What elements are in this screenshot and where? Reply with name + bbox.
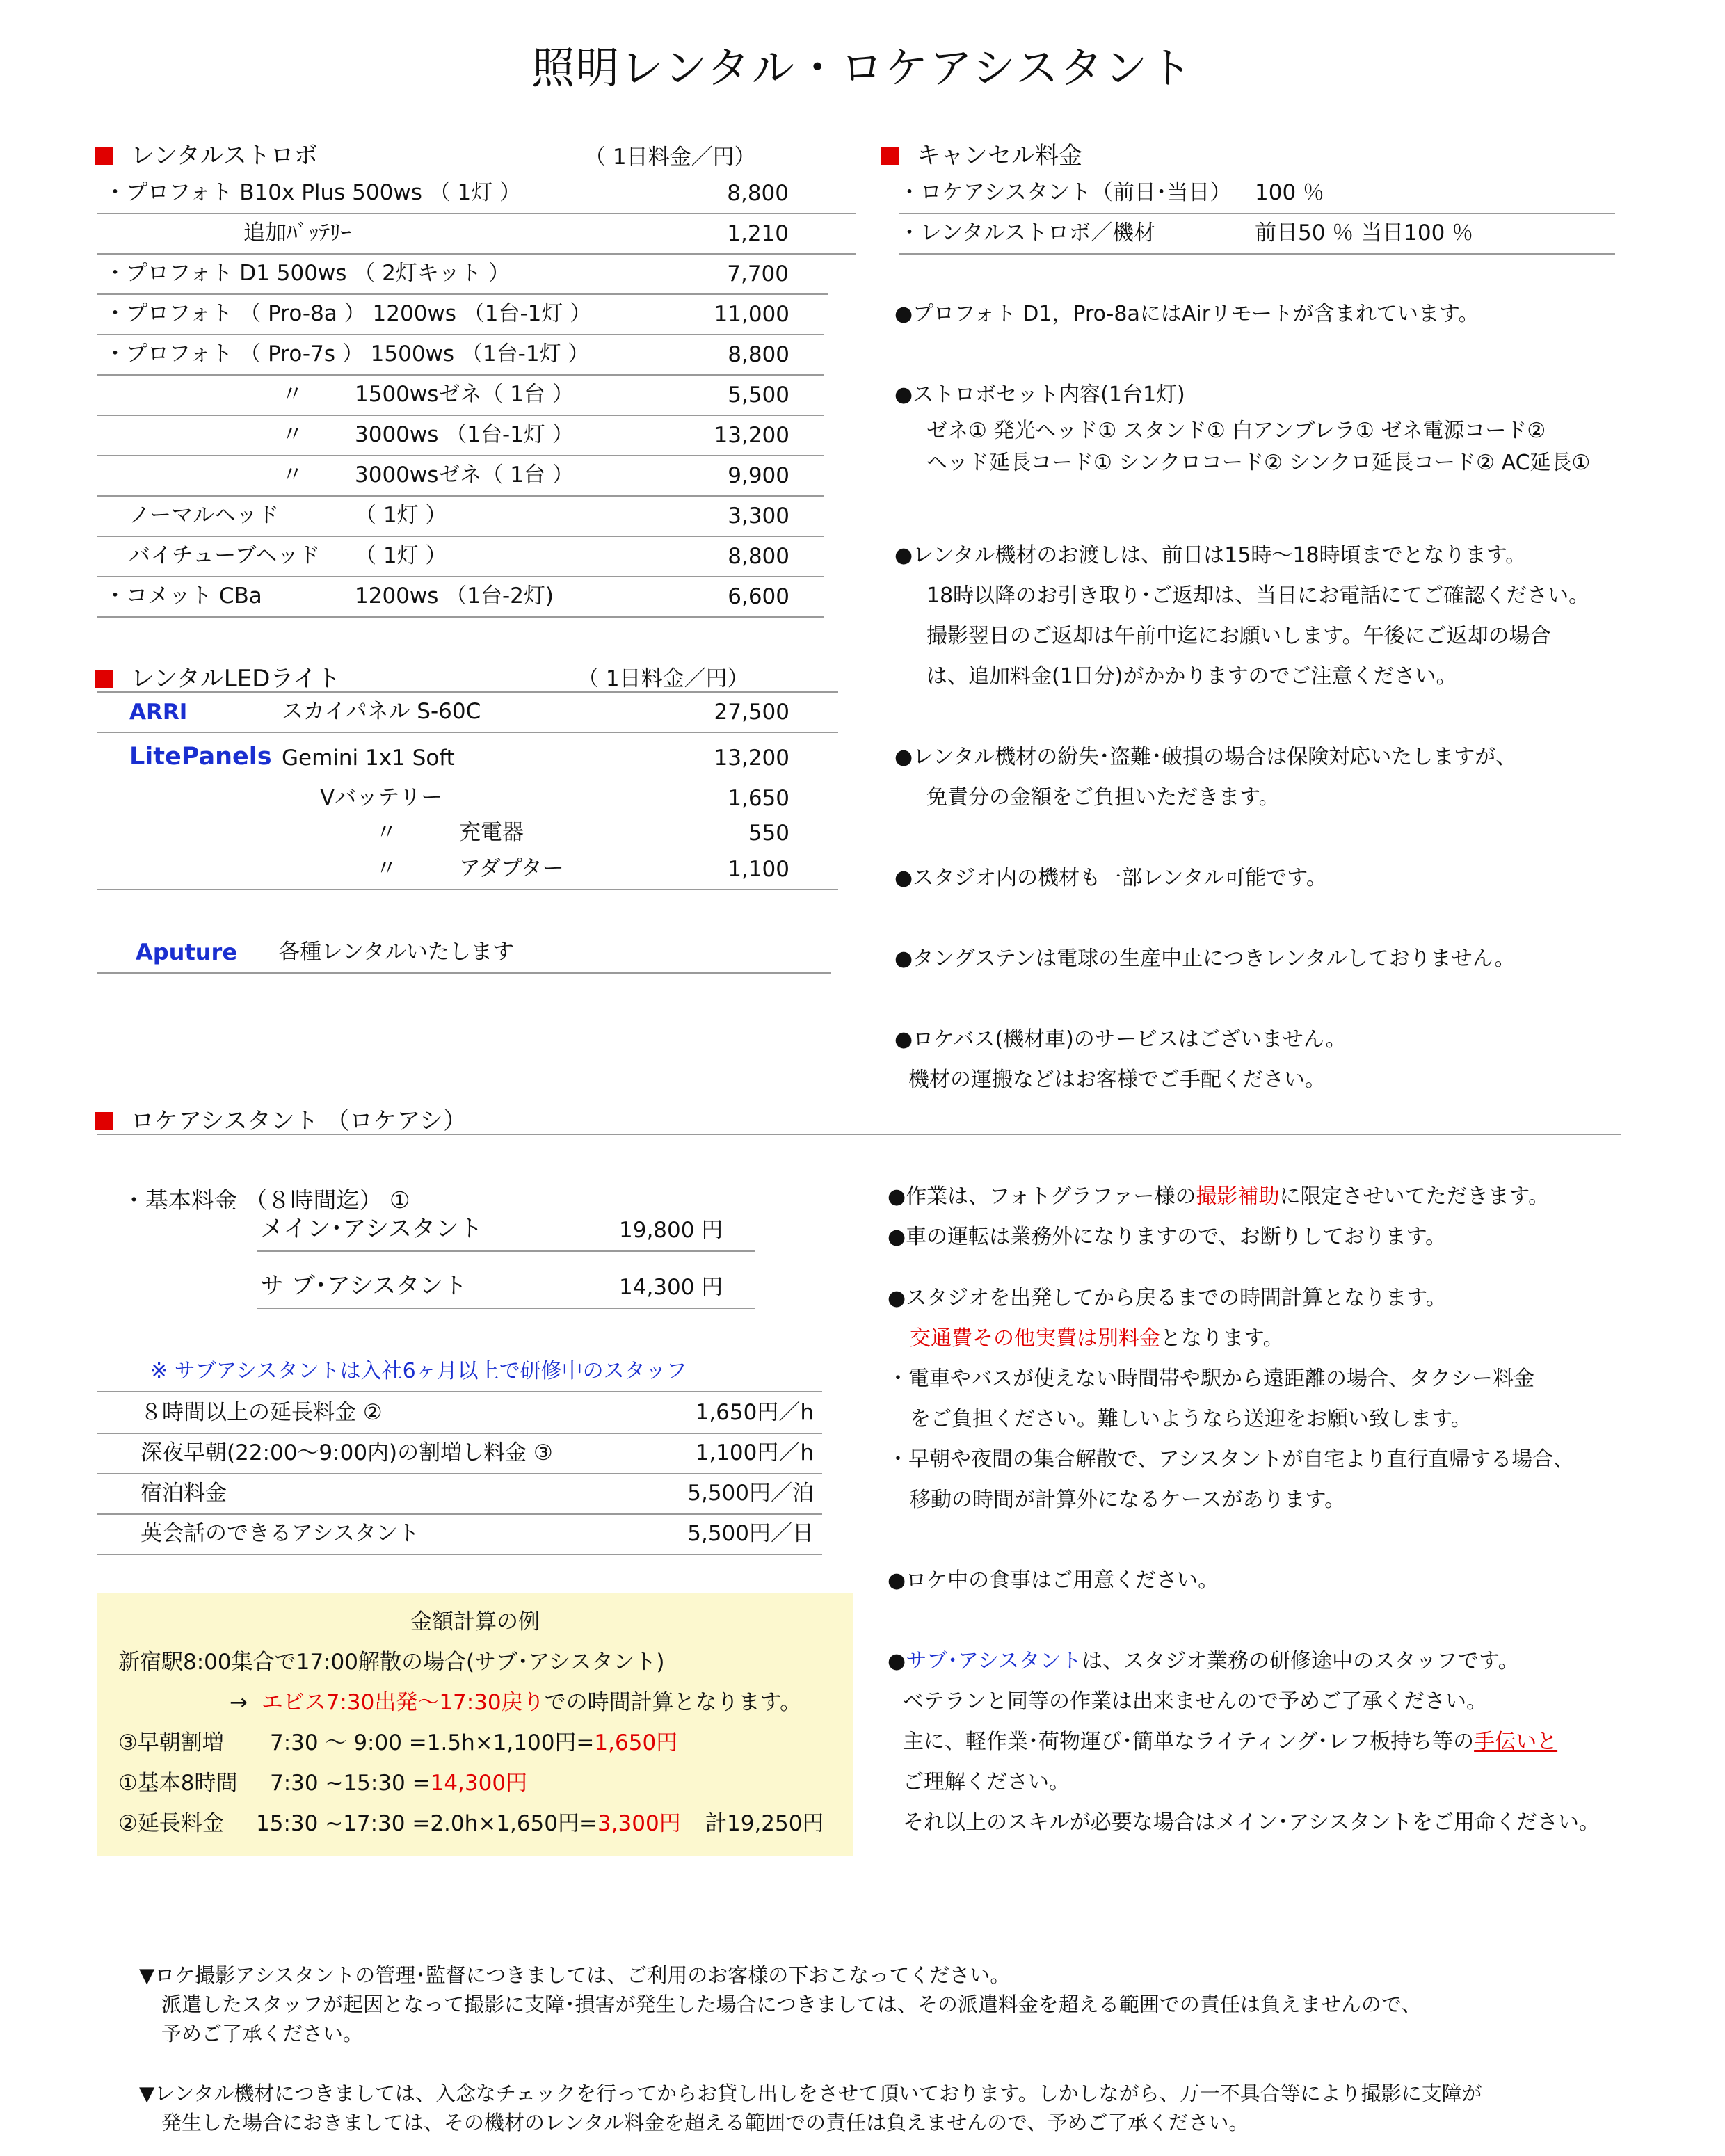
table-row [97,334,824,376]
note-airremote: ●プロフォト D1，Pro-8aにはAirリモートが含まれています。 [894,302,1479,326]
example-row-label: ③早朝割増 [118,1730,224,1755]
extra-fee-name: ８時間以上の延長料金 ② [141,1400,383,1425]
example-title: 金額計算の例 [410,1609,540,1634]
example-row [118,1765,527,1796]
item-price: 5,500 [728,383,789,408]
led-heading [95,659,340,693]
strobe-heading [95,136,318,170]
note-insurance-line2: 免責分の金額をご負担いただきます。 [926,785,1280,810]
example-row-calc: 7:30 ~15:30 = [270,1771,431,1796]
assistant-heading-text: ロケアシスタント （ロケアシ） [131,1107,467,1135]
example-row [118,1725,677,1756]
extra-fee-price: 5,500円／日 [687,1521,814,1546]
note-delivery: ●レンタル機材のお渡しは、前日は15時～18時頃までとなります。 [894,543,1527,568]
arrow-icon: → [230,1690,248,1715]
main-assistant-price: 19,800 円 [619,1218,723,1243]
item-price: 550 [748,821,789,846]
note-strobe-set: ●ストロボセット内容(1台1灯) [894,383,1185,407]
strobe-heading-text: レンタルストロボ [131,142,318,170]
footer-line: ▼レンタル機材につきましては、入念なチェックを行ってからお貸し出しをさせて頂いております。しかしながら、万一不具合等により撮影に支障が [139,2082,1482,2105]
note-text: となります。 [1160,1326,1284,1351]
sub-assistant-price: 14,300 円 [619,1275,723,1300]
led-unit: （ 1日料金／円） [577,666,749,691]
item-price: 11,000 [714,302,789,327]
item-price: 8,800 [728,342,789,367]
item-name: バイチューブヘッド [129,543,321,568]
led-heading-text: レンタルLEDライト [131,665,341,693]
item-price: 8,800 [727,181,789,206]
assistant-heading [95,1102,467,1136]
table-row [97,172,856,214]
example-total: 計19,250円 [705,1811,824,1836]
item-name: ・プロフォト B10x Plus 500ws （ 1灯 ） [104,180,522,205]
note-sub-line5: それ以上のスキルが必要な場合はメイン･アシスタントをご用命ください。 [903,1810,1600,1835]
cancel-value: 前日50 ％ 当日100 ％ [1255,220,1474,246]
item-extra: （ 1灯 ） [355,543,447,568]
item-name: Vバッテリー [320,785,443,810]
note-text: 主に、軽作業･荷物運び･簡単なライティング･レフ板持ち等の [903,1730,1475,1754]
ditto-mark: 〃 [282,382,303,407]
note-time-calc: ●スタジオを出発してから戻るまでの時間計算となります。 [888,1286,1447,1310]
item-name: 3000wsゼネ（ 1台 ） [355,462,574,488]
note-meals: ●ロケ中の食事はご用意ください。 [888,1568,1219,1593]
item-price: 13,200 [714,423,789,448]
item-extra: 1200ws （1台-2灯) [355,584,554,609]
table-row [97,691,838,733]
item-name: 各種レンタルいたします [278,940,514,965]
footer-line: 派遣したスタッフが起因となって撮影に支障･損害が発生した場合につきましては、その派遣料金を超える範囲での責任は負えませんので、 [161,1993,1422,2016]
item-name: ・プロフォト D1 500ws （ 2灯キット ） [104,261,511,286]
item-name: 追加ﾊﾞｯﾃﾘｰ [243,220,351,246]
item-price: 13,200 [714,746,789,771]
table-row [97,495,824,537]
extra-fee-price: 1,650円／h [695,1400,814,1425]
item-price: 8,800 [728,544,789,569]
example-line2 [230,1684,801,1716]
table-row [97,1392,822,1434]
note-tungsten: ●タングステンは電球の生産中止につきレンタルしておりません。 [894,947,1516,971]
table-row [97,1433,822,1474]
sub-assistant-note: ※ サブアシスタントは入社6ヶ月以上で研修中のスタッフ [150,1359,687,1383]
ditto-mark: 〃 [376,856,397,881]
item-name: アダプター [459,856,564,881]
table-row [899,172,1615,214]
note-sub-line4: ご理解ください。 [903,1770,1070,1794]
note-highlight: 撮影補助 [1196,1184,1280,1209]
table-row [97,455,824,497]
footer-line: 予めご了承ください。 [161,2022,364,2045]
table-row [97,848,838,890]
ditto-mark: 〃 [282,462,303,488]
item-price: 3,300 [728,504,789,529]
note-work-scope [888,1177,1549,1217]
strobe-unit: （ 1日料金／円） [584,145,756,170]
extra-fee-name: 宿泊料金 [141,1481,227,1506]
cancel-item: ・レンタルストロボ／機材 [899,220,1156,246]
example-row-amount: 1,650円 [594,1730,678,1755]
table-row [97,1473,822,1515]
example-row-calc: 15:30 ~17:30 =2.0h×1,650円= [256,1811,597,1836]
note-sub-assistant [888,1641,1519,1682]
item-price: 1,650 [728,786,789,811]
item-name: ・プロフォト （ Pro-8a ） 1200ws （1台-1灯 ） [104,301,592,326]
extra-fee-price: 1,100円／h [695,1440,814,1465]
note-text: に限定させいてただきます。 [1279,1184,1550,1209]
note-strobe-set-line2: ヘッド延長コード① シンクロコード② シンクロ延長コード② AC延長① [926,451,1591,475]
table-row [97,536,824,577]
cancel-heading-text: キャンセル料金 [917,142,1082,170]
item-name: 充電器 [459,820,524,845]
example-row-amount: 14,300円 [430,1771,528,1796]
note-strobe-set-line1: ゼネ① 発光ヘッド① スタンド① 白アンブレラ① ゼネ電源コード② [926,419,1546,443]
item-name: 1500wsゼネ（ 1台 ） [355,382,574,407]
red-square-icon [881,147,899,165]
table-row [97,932,831,974]
item-extra: （ 1灯 ） [355,503,447,528]
table-row [257,1267,755,1309]
note-direct-line2: 移動の時間が計算外になるケースがあります。 [910,1488,1346,1512]
example-row [118,1805,681,1837]
item-price: 9,900 [728,463,789,488]
red-square-icon [95,670,113,688]
brand-litepanels: LitePanels [129,743,272,771]
item-price: 7,700 [727,262,789,287]
note-delivery-line3: 撮影翌日のご返却は午前中迄にお願いします。午後にご返却の場合 [926,624,1551,648]
base-fee-label: ・基本料金 （８時間迄） ① [122,1186,410,1214]
note-direct: ・早朝や夜間の集合解散で、アシスタントが自宅より直行直帰する場合、 [888,1447,1575,1472]
item-price: 1,210 [727,221,789,246]
cancel-heading [881,136,1082,170]
table-row [899,213,1615,255]
example-row-label: ②延長料金 [118,1811,224,1836]
footer-line: 発生した場合におきましては、その機材のレンタル料金を超える範囲での責任は負えませんので、予めご了承ください。 [161,2111,1249,2134]
main-assistant: メイン･アシスタント [260,1215,483,1243]
item-price: 27,500 [714,700,789,725]
sub-assistant: サ ブ･アシスタント [260,1272,467,1300]
example-time-range: エビス7:30出発～17:30戻り [261,1690,545,1715]
table-row [97,213,856,255]
brand-aputure: Aputure [136,939,238,965]
note-driving: ●車の運転は業務外になりますので、お断りしております。 [888,1225,1447,1249]
extra-fee-name: 深夜早朝(22:00～9:00内)の割増し料金 ③ [141,1440,553,1465]
item-price: 1,100 [728,857,789,882]
table-row [97,253,828,295]
table-row [97,293,824,335]
note-underline: 手伝いと [1474,1730,1558,1754]
note-locabus-line2: 機材の運搬などはお客様でご手配ください。 [908,1068,1326,1092]
note-expenses [910,1319,1284,1359]
table-row [97,576,824,618]
note-sub-line3 [903,1722,1557,1762]
example-row-amount: 3,300円 [597,1811,681,1836]
footer-line: ▼ロケ撮影アシスタントの管理･監督につきましては、ご利用のお客様の下おこなってください。 [139,1963,1011,1987]
item-name: ・コメット CBa [104,584,262,609]
table-row [97,415,824,456]
note-text: ●作業は、フォトグラファー様の [888,1184,1196,1209]
red-square-icon [95,147,113,165]
note-text: は、スタジオ業務の研修途中のスタッフです。 [1082,1649,1519,1673]
note-highlight: 交通費その他実費は別料金 [910,1326,1160,1351]
ditto-mark: 〃 [376,820,397,845]
item-name: ・プロフォト （ Pro-7s ） 1500ws （1台-1灯 ） [104,341,590,367]
red-square-icon [95,1112,113,1130]
example-row-label: ①基本8時間 [118,1771,238,1796]
note-insurance: ●レンタル機材の紛失･盗難･破損の場合は保険対応いたしますが、 [894,745,1517,769]
brand-arri: ARRI [129,700,188,725]
item-price: 6,600 [728,584,789,609]
table-row [257,1210,755,1252]
cancel-value: 100 ％ [1255,180,1325,205]
example-line2-rest: での時間計算となります。 [544,1690,802,1715]
note-taxi-line2: をご負担ください。難しいようなら送迎をお願い致します。 [910,1407,1472,1431]
note-sub-line2: ベテランと同等の作業は出来ませんので予めご了承ください。 [903,1689,1487,1714]
extra-fee-name: 英会話のできるアシスタント [141,1521,419,1546]
item-name: 3000ws （1台-1灯 ） [355,422,574,447]
table-row [97,374,824,416]
page-title: 照明レンタル・ロケアシスタント [531,42,1194,93]
note-blue-highlight: サブ･アシスタント [906,1649,1082,1673]
ditto-mark: 〃 [282,422,303,447]
bullet: ● [888,1649,906,1673]
table-row [97,737,838,778]
table-row [97,812,838,853]
cancel-item: ・ロケアシスタント（前日･当日） [899,180,1232,205]
item-name: Gemini 1x1 Soft [282,746,455,771]
item-name: スカイパネル S-60C [282,699,481,724]
item-name: ノーマルヘッド [129,503,280,528]
note-taxi: ・電車やバスが使えない時間帯や駅から遠距離の場合、タクシー料金 [888,1367,1534,1391]
note-delivery-line4: は、追加料金(1日分)がかかりますのでご注意ください。 [926,664,1457,689]
divider [97,1134,1621,1135]
note-studio: ●スタジオ内の機材も一部レンタル可能です。 [894,866,1327,890]
example-line1: 新宿駅8:00集合で17:00解散の場合(サブ･アシスタント) [118,1650,665,1675]
note-delivery-line2: 18時以降のお引き取り･ご返却は、当日にお電話にてご確認ください。 [926,584,1590,608]
example-row-calc: 7:30 ～ 9:00 =1.5h×1,100円= [270,1730,595,1755]
extra-fee-price: 5,500円／泊 [687,1481,814,1506]
note-locabus: ●ロケバス(機材車)のサービスはございません。 [894,1027,1347,1052]
table-row [97,1513,822,1555]
